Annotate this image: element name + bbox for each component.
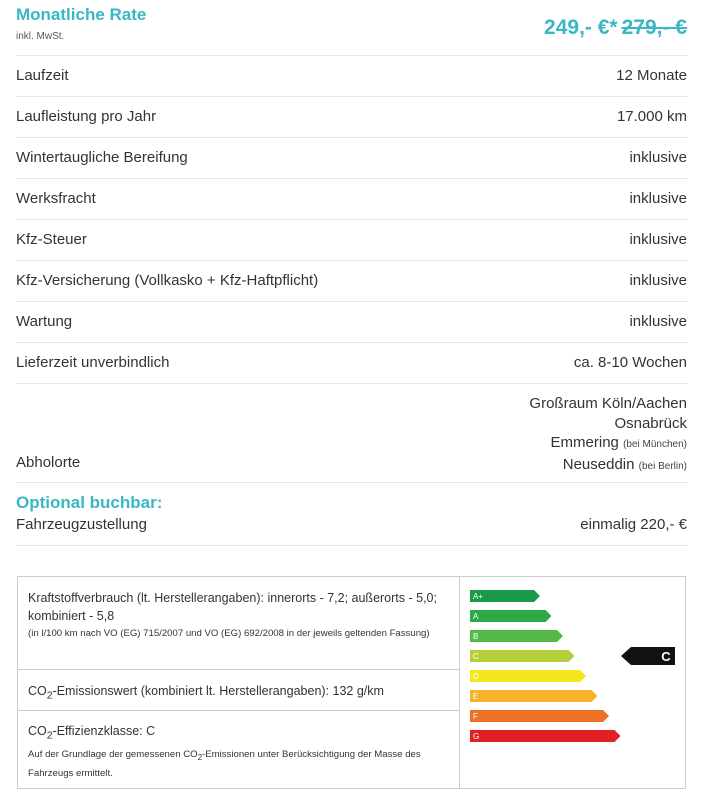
efficiency-bar-shape — [470, 610, 552, 622]
pickup-label: Abholorte — [16, 454, 81, 471]
efficiency-bar-a-plus — [470, 590, 540, 602]
co2-emission-text — [28, 682, 449, 706]
detail-value: 12 Monate — [616, 67, 687, 84]
efficiency-label-graphic — [460, 577, 685, 788]
monthly-rate-title: Monatliche Rate — [16, 5, 147, 24]
class-value: -Effizienzklasse: C — [52, 724, 156, 738]
detail-value: inklusive — [629, 231, 687, 248]
efficiency-bar-shape — [470, 650, 575, 662]
efficiency-bar-shape — [470, 710, 609, 722]
efficiency-bar-b — [470, 630, 563, 642]
efficiency-bar-label: C — [473, 652, 479, 661]
detail-value: ca. 8-10 Wochen — [573, 354, 687, 371]
detail-row — [16, 343, 687, 384]
efficiency-class-text — [28, 722, 449, 746]
efficiency-bar-shape — [470, 630, 563, 642]
efficiency-info — [18, 577, 460, 788]
detail-label: Werksfracht — [16, 190, 96, 207]
optional-title: Optional buchbar: — [16, 493, 163, 512]
efficiency-bar-label: A+ — [473, 592, 484, 601]
vat-note: inkl. MwSt. — [16, 31, 65, 42]
class-note-subscript: 2 — [197, 752, 203, 762]
efficiency-bar-g — [470, 730, 621, 742]
leasing-details — [16, 0, 687, 533]
pickup-location — [529, 433, 687, 455]
efficiency-bar-e — [470, 690, 598, 702]
pickup-location-name: Neuseddin — [562, 455, 635, 473]
pickup-location — [529, 455, 687, 477]
optional-row — [16, 510, 687, 546]
class-note-part-b: -Emissionen unter Berücksichtigung der Masse des Fahrzeugs ermittelt. — [28, 748, 421, 780]
pickup-location — [529, 414, 687, 434]
detail-label: Wartung — [16, 313, 73, 330]
current-class-marker-label: C — [661, 649, 671, 664]
efficiency-class-note — [28, 746, 449, 783]
efficiency-bar-label: E — [473, 692, 479, 701]
detail-label: Laufzeit — [16, 67, 69, 84]
pickup-locations — [529, 394, 687, 476]
class-subscript: 2 — [46, 730, 53, 742]
class-note-part-a: Auf der Grundlage der gemessenen CO — [28, 748, 198, 760]
efficiency-class-cell — [18, 711, 459, 788]
detail-row — [16, 302, 687, 343]
detail-label: Wintertaugliche Bereifung — [16, 149, 188, 166]
co2-emission-cell — [18, 670, 459, 711]
price — [544, 16, 687, 40]
detail-row — [16, 56, 687, 97]
efficiency-bar-label: F — [473, 712, 478, 721]
detail-label: Laufleistung pro Jahr — [16, 108, 157, 125]
efficiency-bar-shape — [470, 730, 621, 742]
optional-value: einmalig 220,- € — [580, 516, 687, 533]
efficiency-scale — [460, 577, 685, 788]
detail-value: inklusive — [629, 313, 687, 330]
pickup-location-note: (bei München) — [623, 439, 687, 450]
pickup-row — [16, 384, 687, 483]
co2-prefix: CO — [28, 684, 47, 698]
consumption-text: Kraftstoffverbrauch (lt. Herstellerangaben): innerorts - 7,2; außerorts - 5,0; kombiniert - 5,8 — [28, 591, 437, 623]
consumption-note: (in l/100 km nach VO (EG) 715/2007 und VO (EG) 692/2008 in der jeweils geltenden Fassung) — [28, 628, 430, 639]
pickup-location — [529, 394, 687, 414]
pickup-location-name: Großraum Köln/Aachen — [529, 395, 687, 412]
detail-value: inklusive — [629, 272, 687, 289]
efficiency-bar-c — [470, 650, 575, 662]
efficiency-bar-label: A — [473, 612, 479, 621]
detail-label: Kfz-Versicherung (Vollkasko + Kfz-Haftpflicht) — [16, 272, 319, 289]
monthly-rate-row — [16, 0, 687, 56]
efficiency-bar-shape — [470, 670, 586, 682]
optional-label: Fahrzeugzustellung — [16, 516, 147, 533]
detail-row — [16, 138, 687, 179]
detail-row — [16, 220, 687, 261]
efficiency-bar-shape — [470, 690, 598, 702]
efficiency-bar-label: D — [473, 672, 479, 681]
co2-subscript: 2 — [46, 690, 53, 702]
current-price: 249,- €* — [544, 16, 618, 39]
efficiency-bar-label: B — [473, 632, 479, 641]
detail-row — [16, 261, 687, 302]
efficiency-bar-a — [470, 610, 552, 622]
detail-label: Lieferzeit unverbindlich — [16, 354, 170, 371]
detail-value: 17.000 km — [616, 108, 687, 125]
pickup-location-name: Emmering — [550, 434, 619, 451]
detail-row — [16, 179, 687, 220]
detail-value: inklusive — [629, 149, 687, 166]
consumption-cell — [18, 577, 459, 670]
detail-row — [16, 97, 687, 138]
class-prefix: CO — [28, 724, 47, 738]
current-class-marker — [621, 647, 675, 665]
old-price: 279,- € — [621, 16, 687, 39]
efficiency-box — [17, 576, 686, 789]
efficiency-bar-label: G — [473, 732, 480, 741]
co2-emission-value: -Emissionswert (kombiniert lt. Herstellerangaben): 132 g/km — [52, 684, 384, 698]
efficiency-bar-d — [470, 670, 586, 682]
detail-label: Kfz-Steuer — [16, 231, 87, 248]
pickup-location-note: (bei Berlin) — [638, 460, 687, 472]
detail-value: inklusive — [629, 190, 687, 207]
pickup-location-name: Osnabrück — [614, 414, 687, 432]
efficiency-bar-f — [470, 710, 609, 722]
